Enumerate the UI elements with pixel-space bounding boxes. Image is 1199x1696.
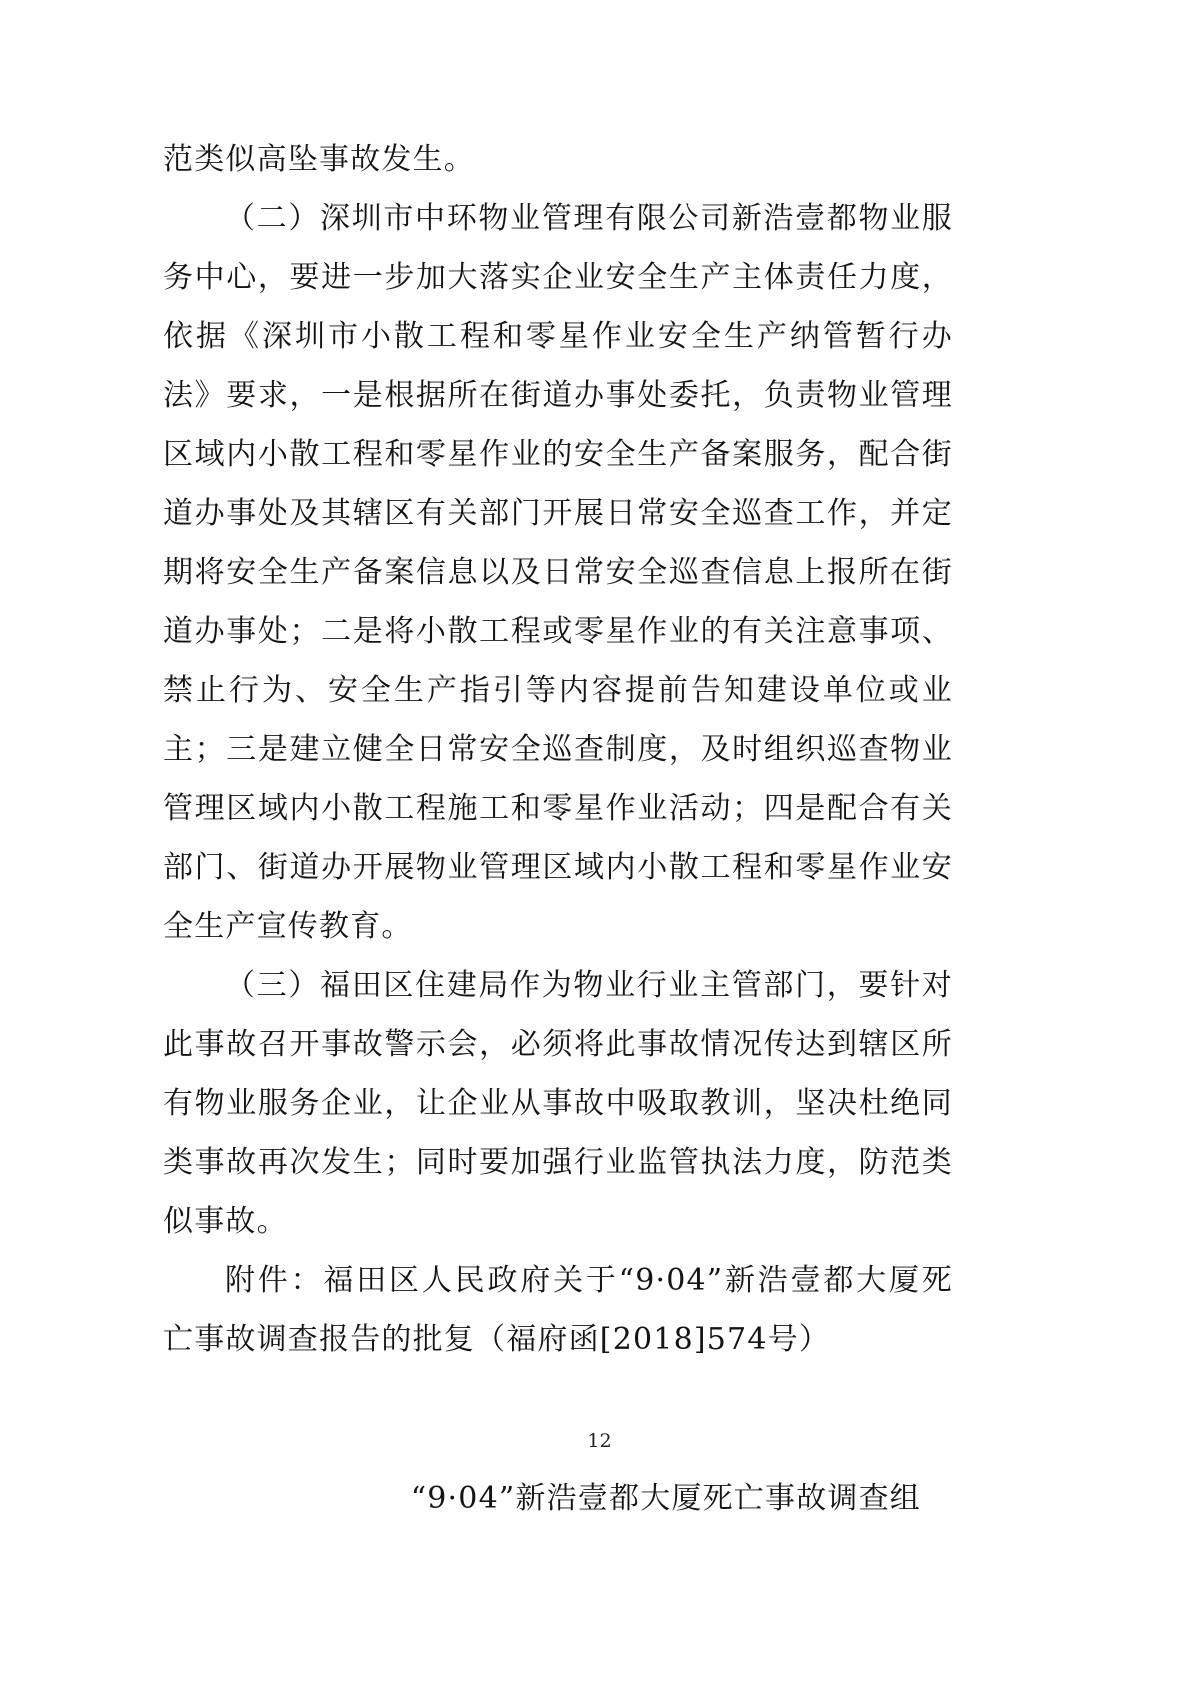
paragraph-item-2: （二）深圳市中环物业管理有限公司新浩壹都物业服务中心，要进一步加大落实企业安全生产主体责任力度，依据《深圳市小散工程和零星作业安全生产纳管暂行办法》要求，一是根据所在街道办事处委托，负责物业管理区域内小散工程和零星作业的安全生产备案服务，配合街道办事处及其辖区有关部门开展日常安全巡查工作，并定期将安全生产备案信息以及日常安全巡查信息上报所在街道办事处；二是将小散工程或零星作业的有关注意事项、禁止行为、安全生产指引等内容提前告知建设单位或业主；三是建立健全日常安全巡查制度，及时组织巡查物业管理区域内小散工程施工和零星作业活动；四是配合有关部门、街道办开展物业管理区域内小散工程和零星作业安全生产宣传教育。 bbox=[163, 201, 953, 944]
page-number: 12 bbox=[587, 1430, 612, 1452]
signature-spacer bbox=[163, 1369, 953, 1469]
paragraph-attachment: 附件：福田区人民政府关于“9·04”新浩壹都大厦死亡事故调查报告的批复（福府函[2018]574号） bbox=[163, 1263, 953, 1357]
paragraph-continuation: 范类似高坠事故发生。 bbox=[163, 142, 475, 177]
signature-line: “9·04”新浩壹都大厦死亡事故调查组 bbox=[410, 1481, 921, 1516]
document-body bbox=[163, 130, 953, 1528]
paragraph-item-3: （三）福田区住建局作为物业行业主管部门，要针对此事故召开事故警示会，必须将此事故情况传达到辖区所有物业服务企业，让企业从事故中吸取教训，坚决杜绝同类事故再次发生；同时要加强行业监管执法力度，防范类似事故。 bbox=[163, 968, 953, 1239]
